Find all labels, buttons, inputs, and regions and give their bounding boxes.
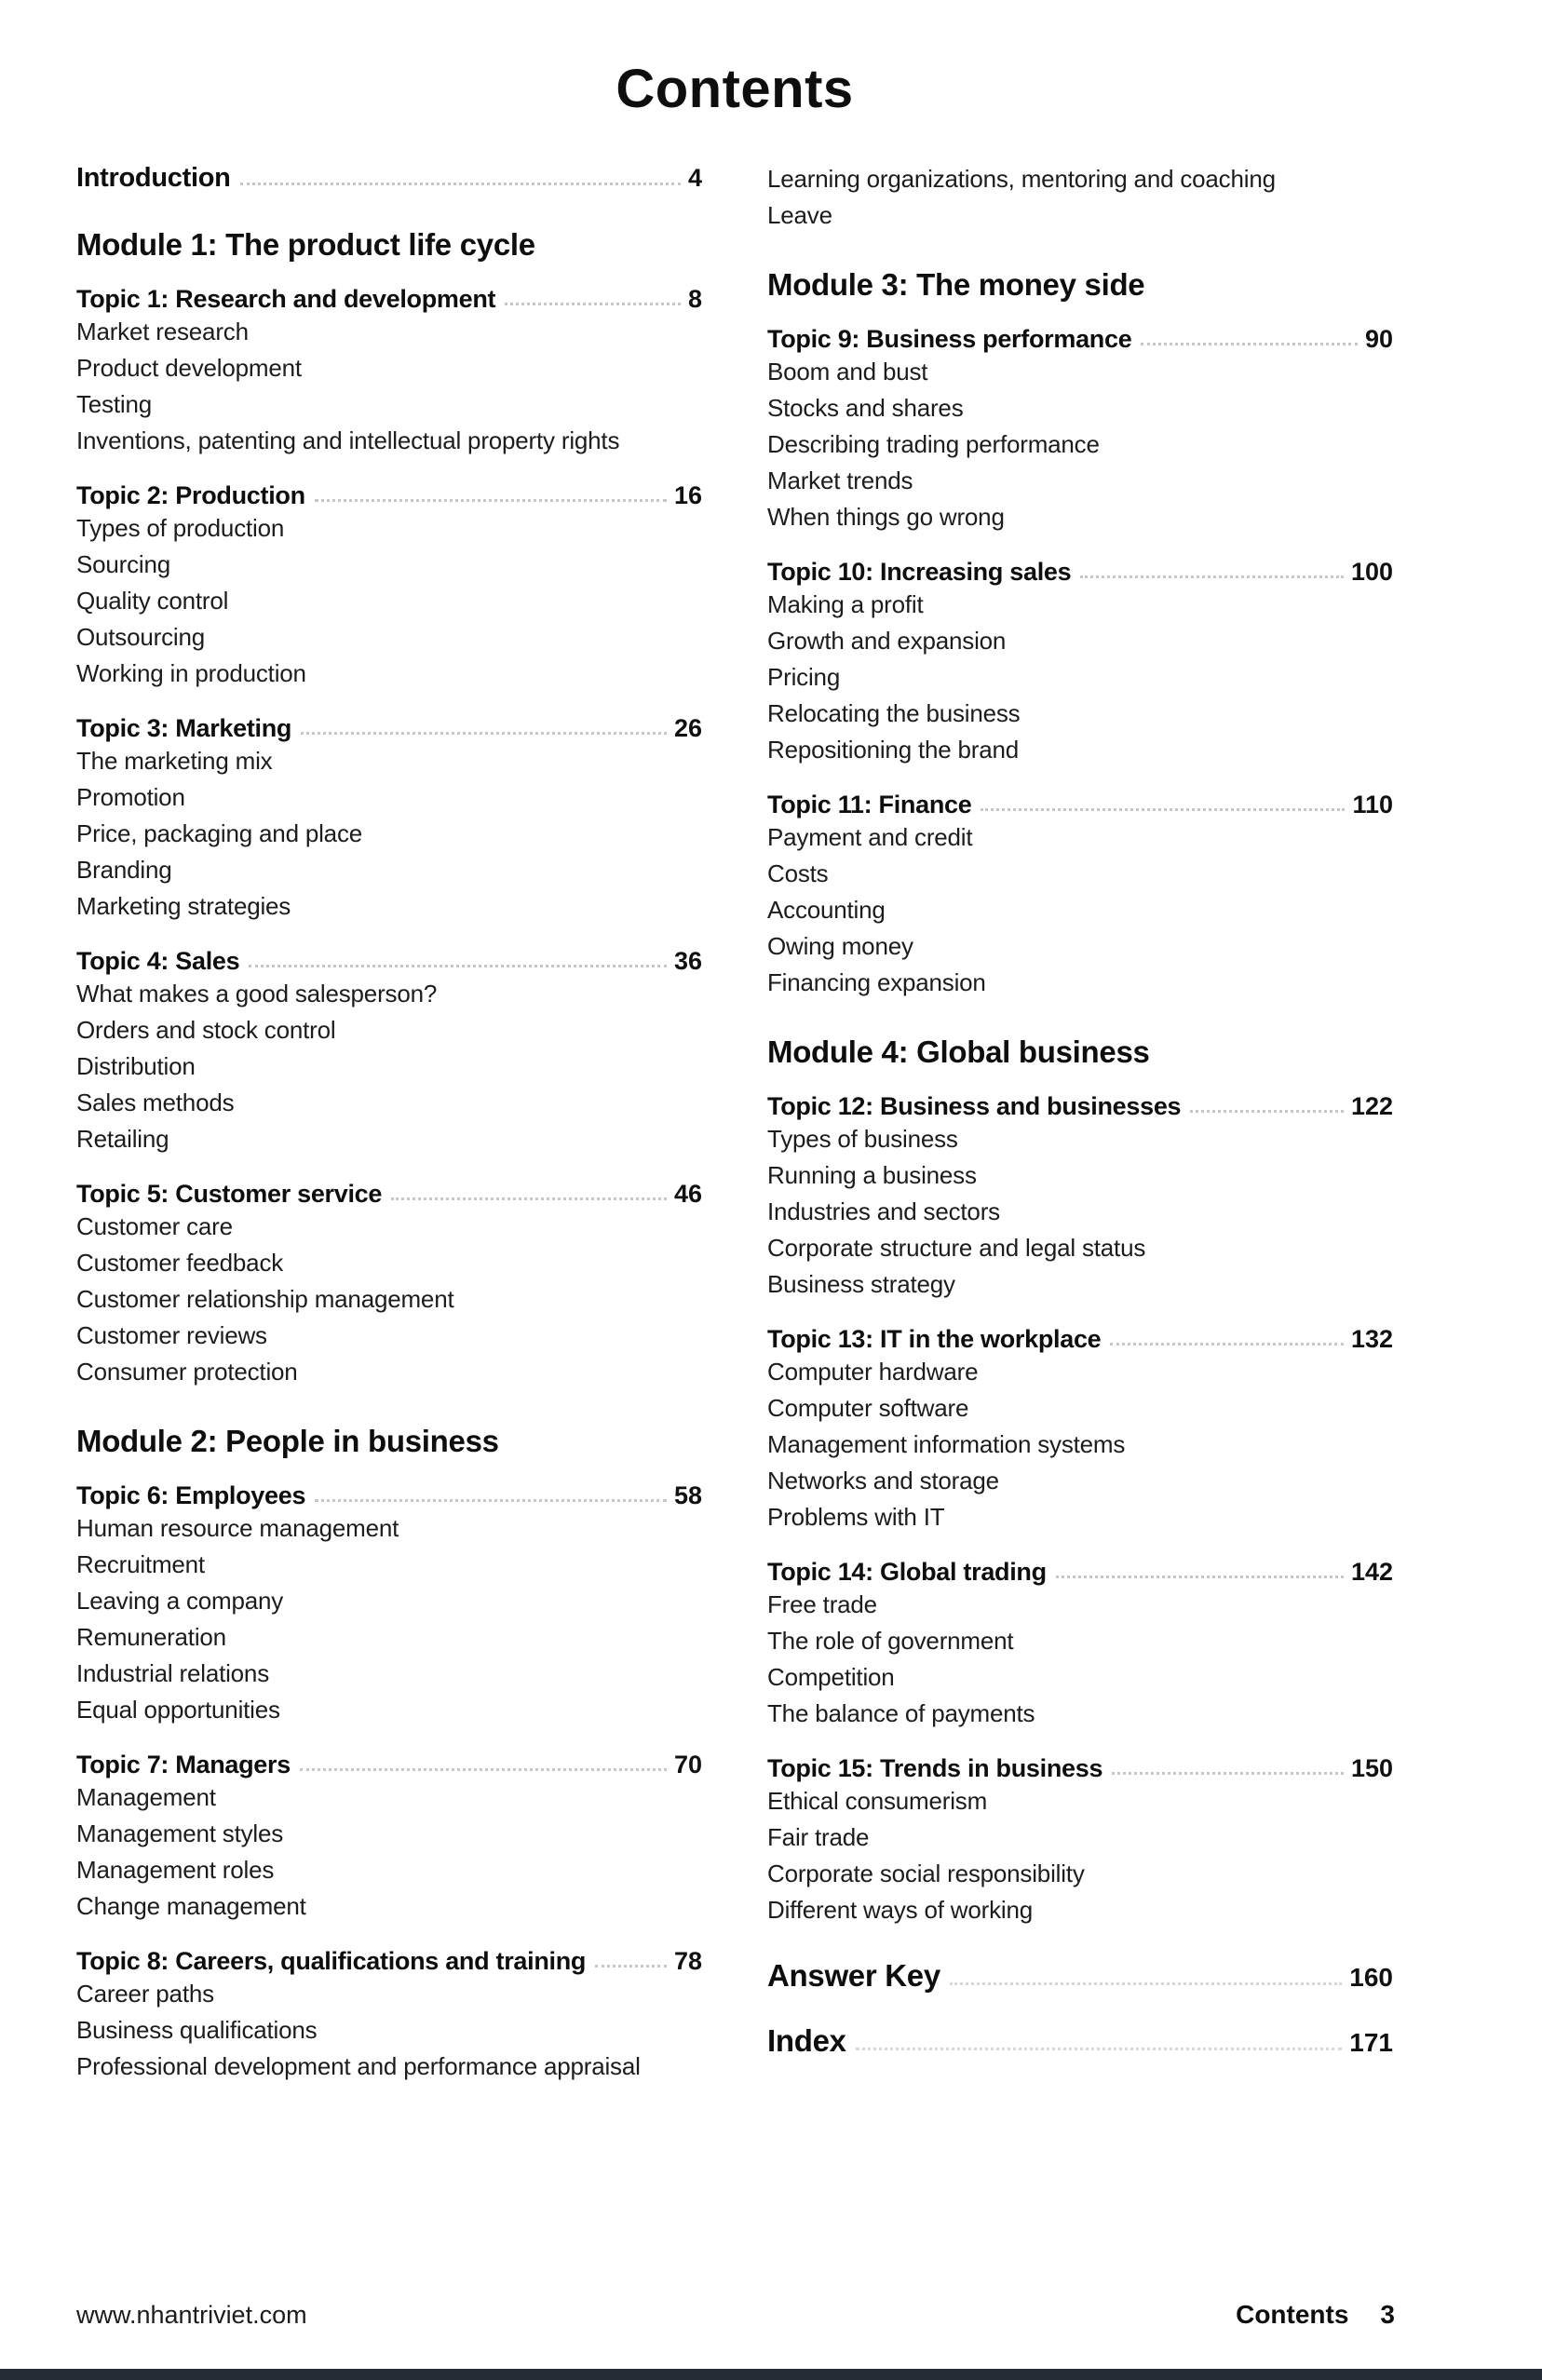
toc-entry-label: Topic 5: Customer service	[76, 1180, 383, 1208]
toc-entry-label: Topic 10: Increasing sales	[767, 558, 1072, 586]
toc-subtopic: Stocks and shares	[767, 394, 964, 422]
dotted-leader	[595, 1965, 667, 1968]
toc-subtopic: Types of business	[767, 1125, 958, 1153]
dotted-leader	[249, 965, 667, 967]
toc-subtopic: Customer feedback	[76, 1249, 284, 1277]
toc-entry-label: Topic 4: Sales	[76, 947, 240, 975]
toc-page-number: 90	[1364, 325, 1393, 353]
dotted-leader	[950, 1982, 1342, 1985]
toc-subtopic: Orders and stock control	[76, 1016, 336, 1044]
toc-entry-label: Topic 8: Careers, qualifications and training	[76, 1947, 587, 1975]
toc-page-number: 8	[687, 285, 702, 313]
toc-topic-row	[767, 1092, 1393, 1121]
toc-subtopic: Leaving a company	[76, 1587, 284, 1615]
toc-subtopic: Fair trade	[767, 1823, 870, 1851]
toc-entry-label: Topic 1: Research and development	[76, 285, 496, 313]
toc-subtopic: Career paths	[76, 1980, 214, 2008]
toc-subtopic: What makes a good salesperson?	[76, 980, 438, 1007]
toc-subtopic: Testing	[76, 390, 152, 418]
toc-module-heading: Module 2: People in business	[76, 1424, 499, 1458]
footer-section-label: Contents	[1236, 2300, 1349, 2329]
toc-subtopic: Industrial relations	[76, 1659, 269, 1687]
toc-subtopic: Leave	[767, 201, 832, 229]
toc-topic-row	[767, 1325, 1393, 1354]
toc-subtopic: Making a profit	[767, 590, 924, 618]
toc-page-number: 160	[1349, 1963, 1393, 1992]
toc-page-number: 110	[1352, 791, 1393, 818]
toc-subtopic: Problems with IT	[767, 1503, 945, 1531]
toc-module-heading: Module 1: The product life cycle	[76, 227, 535, 262]
toc-page-number: 36	[673, 947, 702, 975]
toc-topic-row	[76, 1180, 702, 1209]
dotted-leader	[1141, 343, 1358, 345]
toc-subtopic: Consumer protection	[76, 1358, 298, 1386]
toc-subtopic: Branding	[76, 856, 172, 884]
toc-entry-label: Topic 11: Finance	[767, 791, 972, 818]
toc-topic-row	[76, 285, 702, 314]
toc-subtopic: Market trends	[767, 467, 913, 494]
page-footer	[76, 2300, 1395, 2330]
toc-entry-label: Introduction	[76, 163, 231, 193]
dotted-leader	[301, 732, 667, 735]
toc-subtopic: Competition	[767, 1663, 895, 1691]
toc-subtopic: Price, packaging and place	[76, 819, 363, 847]
toc-entry-row	[76, 163, 702, 194]
toc-entry-label: Topic 6: Employees	[76, 1481, 306, 1509]
dotted-leader	[981, 808, 1345, 811]
toc-subtopic: Corporate social responsibility	[767, 1859, 1085, 1887]
toc-subtopic: Business strategy	[767, 1270, 955, 1298]
toc-subtopic: Owing money	[767, 932, 913, 960]
toc-subtopic: Describing trading performance	[767, 430, 1100, 458]
toc-subtopic: Sourcing	[76, 550, 171, 578]
toc-subtopic: Networks and storage	[767, 1467, 999, 1494]
toc-topic-row	[76, 947, 702, 976]
toc-subtopic: Professional development and performance appraisal	[76, 2052, 641, 2080]
toc-entry-label: Topic 7: Managers	[76, 1751, 291, 1778]
dotted-leader	[315, 499, 667, 502]
toc-entry-label: Topic 14: Global trading	[767, 1558, 1047, 1586]
toc-subtopic: Management information systems	[767, 1430, 1126, 1458]
toc-page-number: 26	[673, 714, 702, 742]
toc-subtopic: Management roles	[76, 1856, 275, 1884]
page-title: Contents	[615, 59, 854, 119]
toc-topic-row	[767, 791, 1393, 819]
dotted-leader	[1080, 575, 1344, 578]
toc-subtopic: Management styles	[76, 1819, 284, 1847]
toc-entry-label: Index	[767, 2023, 846, 2058]
toc-topic-row	[767, 325, 1393, 354]
toc-subtopic: Running a business	[767, 1161, 977, 1189]
toc-subtopic: Growth and expansion	[767, 627, 1007, 655]
toc-subtopic: Equal opportunities	[76, 1696, 280, 1724]
toc-page-number: 16	[673, 481, 702, 509]
toc-subtopic: Financing expansion	[767, 968, 986, 996]
toc-subtopic: Relocating the business	[767, 699, 1021, 727]
toc-subtopic: Costs	[767, 859, 829, 887]
toc-subtopic: The marketing mix	[76, 747, 273, 775]
toc-subtopic: Free trade	[767, 1590, 877, 1618]
toc-subtopic: Customer reviews	[76, 1321, 267, 1349]
toc-page-number: 171	[1349, 2028, 1393, 2057]
toc-subtopic: Different ways of working	[767, 1896, 1033, 1924]
toc-topic-row	[76, 714, 702, 743]
toc-subtopic: Marketing strategies	[76, 892, 291, 920]
toc-subtopic: Computer software	[767, 1394, 969, 1422]
toc-subtopic: Working in production	[76, 659, 306, 687]
dotted-leader	[856, 2048, 1343, 2050]
toc-subtopic: Remuneration	[76, 1623, 226, 1651]
toc-topic-row	[76, 1751, 702, 1779]
toc-columns	[76, 161, 1393, 2085]
toc-subtopic: Computer hardware	[767, 1358, 979, 1386]
toc-subtopic: Pricing	[767, 663, 841, 691]
toc-subtopic: Retailing	[76, 1125, 169, 1153]
toc-subtopic: Boom and bust	[767, 358, 928, 385]
toc-topic-row	[767, 1754, 1393, 1783]
toc-topic-row	[767, 558, 1393, 587]
toc-page-number: 58	[673, 1481, 702, 1509]
toc-page-number: 4	[687, 164, 702, 192]
toc-entry-row	[767, 2023, 1393, 2059]
toc-entry-label: Answer Key	[767, 1958, 940, 1993]
toc-page-number: 70	[673, 1751, 702, 1778]
dotted-leader	[240, 183, 681, 185]
scan-bottom-edge	[0, 2369, 1542, 2380]
toc-subtopic: Customer care	[76, 1212, 233, 1240]
footer-page-number: 3	[1380, 2300, 1395, 2329]
toc-subtopic: Learning organizations, mentoring and coaching	[767, 165, 1276, 193]
toc-entry-label: Topic 2: Production	[76, 481, 305, 509]
toc-entry-label: Topic 13: IT in the workplace	[767, 1325, 1102, 1353]
toc-entry-label: Topic 3: Marketing	[76, 714, 292, 742]
toc-page-number: 100	[1350, 558, 1393, 586]
dotted-leader	[1190, 1110, 1344, 1113]
toc-page-number: 46	[673, 1180, 702, 1208]
toc-subtopic: When things go wrong	[767, 503, 1005, 531]
toc-subtopic: Types of production	[76, 514, 285, 542]
dotted-leader	[1056, 1575, 1344, 1578]
toc-subtopic: Product development	[76, 354, 302, 382]
toc-subtopic: Inventions, patenting and intellectual property rights	[76, 426, 620, 454]
toc-column-left	[76, 161, 702, 2085]
toc-subtopic: Repositioning the brand	[767, 736, 1020, 764]
toc-subtopic: Distribution	[76, 1052, 196, 1080]
toc-subtopic: Accounting	[767, 896, 886, 924]
toc-module-heading: Module 3: The money side	[767, 267, 1145, 302]
footer-page-indicator	[1236, 2300, 1395, 2330]
toc-entry-label: Topic 12: Business and businesses	[767, 1092, 1182, 1120]
toc-page-number: 122	[1350, 1092, 1393, 1120]
toc-subtopic: Ethical consumerism	[767, 1787, 988, 1815]
toc-module-heading: Module 4: Global business	[767, 1034, 1150, 1069]
toc-page-number: 142	[1350, 1558, 1393, 1586]
dotted-leader	[391, 1197, 667, 1200]
toc-subtopic: Outsourcing	[76, 623, 205, 651]
toc-subtopic: Customer relationship management	[76, 1285, 454, 1313]
toc-subtopic: The role of government	[767, 1627, 1014, 1655]
toc-column-right	[767, 161, 1393, 2059]
dotted-leader	[300, 1768, 667, 1771]
dotted-leader	[1112, 1772, 1344, 1775]
toc-topic-row	[76, 1481, 702, 1510]
toc-subtopic: Promotion	[76, 783, 185, 811]
toc-subtopic: Business qualifications	[76, 2016, 318, 2044]
toc-subtopic: Payment and credit	[767, 823, 973, 851]
toc-subtopic: Market research	[76, 318, 249, 345]
toc-subtopic: Industries and sectors	[767, 1197, 1000, 1225]
dotted-leader	[1110, 1343, 1344, 1346]
toc-topic-row	[76, 481, 702, 510]
toc-subtopic: The balance of payments	[767, 1699, 1035, 1727]
toc-page-number: 78	[673, 1947, 702, 1975]
dotted-leader	[315, 1499, 667, 1502]
toc-subtopic: Corporate structure and legal status	[767, 1234, 1146, 1262]
toc-page-number: 132	[1350, 1325, 1393, 1353]
toc-entry-label: Topic 9: Business performance	[767, 325, 1132, 353]
toc-subtopic: Change management	[76, 1892, 306, 1920]
toc-subtopic: Human resource management	[76, 1514, 399, 1542]
toc-topic-row	[76, 1947, 702, 1976]
footer-website: www.nhantriviet.com	[76, 2301, 307, 2329]
toc-subtopic: Quality control	[76, 587, 229, 615]
toc-subtopic: Sales methods	[76, 1089, 235, 1116]
dotted-leader	[505, 303, 681, 305]
toc-topic-row	[767, 1558, 1393, 1587]
toc-subtopic: Recruitment	[76, 1550, 205, 1578]
toc-entry-label: Topic 15: Trends in business	[767, 1754, 1103, 1782]
toc-entry-row	[767, 1958, 1393, 1994]
toc-subtopic: Management	[76, 1783, 216, 1811]
toc-page-number: 150	[1350, 1754, 1393, 1782]
